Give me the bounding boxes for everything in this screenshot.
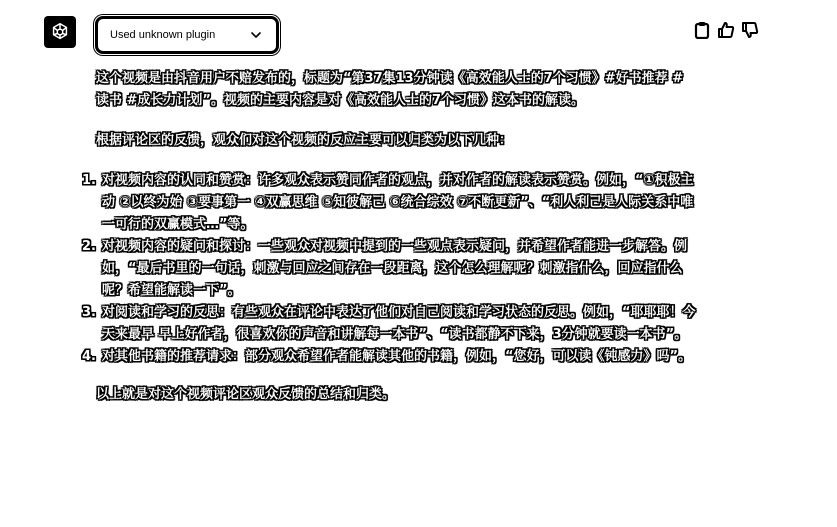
thumbs-down-icon: [741, 21, 759, 39]
list-item-number: 3.: [82, 305, 96, 320]
intro-paragraph: 这个视频是由抖音用户不赔发布的，标题为“第37集13分钟读《高效能人士的7个习惯》#好书推荐 #读书 #成长力计划”。视频的主要内容是对《高效能人士的7个习惯》这本书的解读。: [96, 71, 684, 108]
like-button[interactable]: [717, 20, 735, 40]
clipboard-icon: [694, 21, 710, 39]
dislike-button[interactable]: [741, 20, 759, 40]
assistant-message: [82, 68, 696, 424]
list-item: [82, 302, 696, 346]
openai-logo-icon: [49, 21, 71, 43]
list-item-text: 对其他书籍的推荐请求：部分观众希望作者能解读其他的书籍，例如，“您好，可以读《钝感力》吗”。: [102, 349, 692, 364]
list-item: [82, 236, 696, 302]
thumbs-up-icon: [717, 21, 735, 39]
list-item-number: 1.: [82, 173, 96, 188]
chevron-down-icon: [250, 29, 262, 41]
copy-button[interactable]: [693, 20, 711, 40]
lead-paragraph: 根据评论区的反馈，观众们对这个视频的反应主要可以归类为以下几种：: [96, 133, 513, 148]
message-actions: [693, 20, 759, 40]
assistant-avatar: [44, 16, 76, 48]
feedback-list: [82, 170, 696, 368]
conclusion-paragraph: 以上就是对这个视频评论区观众反馈的总结和归类。: [96, 387, 396, 402]
list-item-text: 对视频内容的疑问和探讨：一些观众对视频中提到的一些观点表示疑问，并希望作者能进一步解答。例如，“最后书里的一句话，刺激与回应之间存在一段距离，这个怎么理解呢？刺激指什么，回应指什么呢？希望能解读一下”。: [102, 239, 688, 298]
list-item-text: 对阅读和学习的反思：有些观众在评论中表达了他们对自己阅读和学习状态的反思。例如，“耶耶耶！今天来最早 早上好作者，很喜欢你的声音和讲解每一本书”、“读书都静不下来，3分钟就要读一本书”。: [102, 305, 696, 342]
plugin-label: Used unknown plugin: [110, 29, 216, 41]
list-item-text: 对视频内容的认同和赞赏：许多观众表示赞同作者的观点，并对作者的解读表示赞赏。例如，“①积极主动 ②以终为始 ③要事第一 ④双赢思维 ⑤知彼解己 ⑥统合综效 ⑦不断更新”、“利人利己是人际关系中唯一可行的双赢模式…”等。: [102, 173, 694, 232]
list-item-number: 4.: [82, 349, 96, 364]
list-item: [82, 170, 696, 236]
list-item: [82, 346, 696, 368]
list-item-number: 2.: [82, 239, 96, 254]
plugin-dropdown[interactable]: [95, 16, 279, 54]
